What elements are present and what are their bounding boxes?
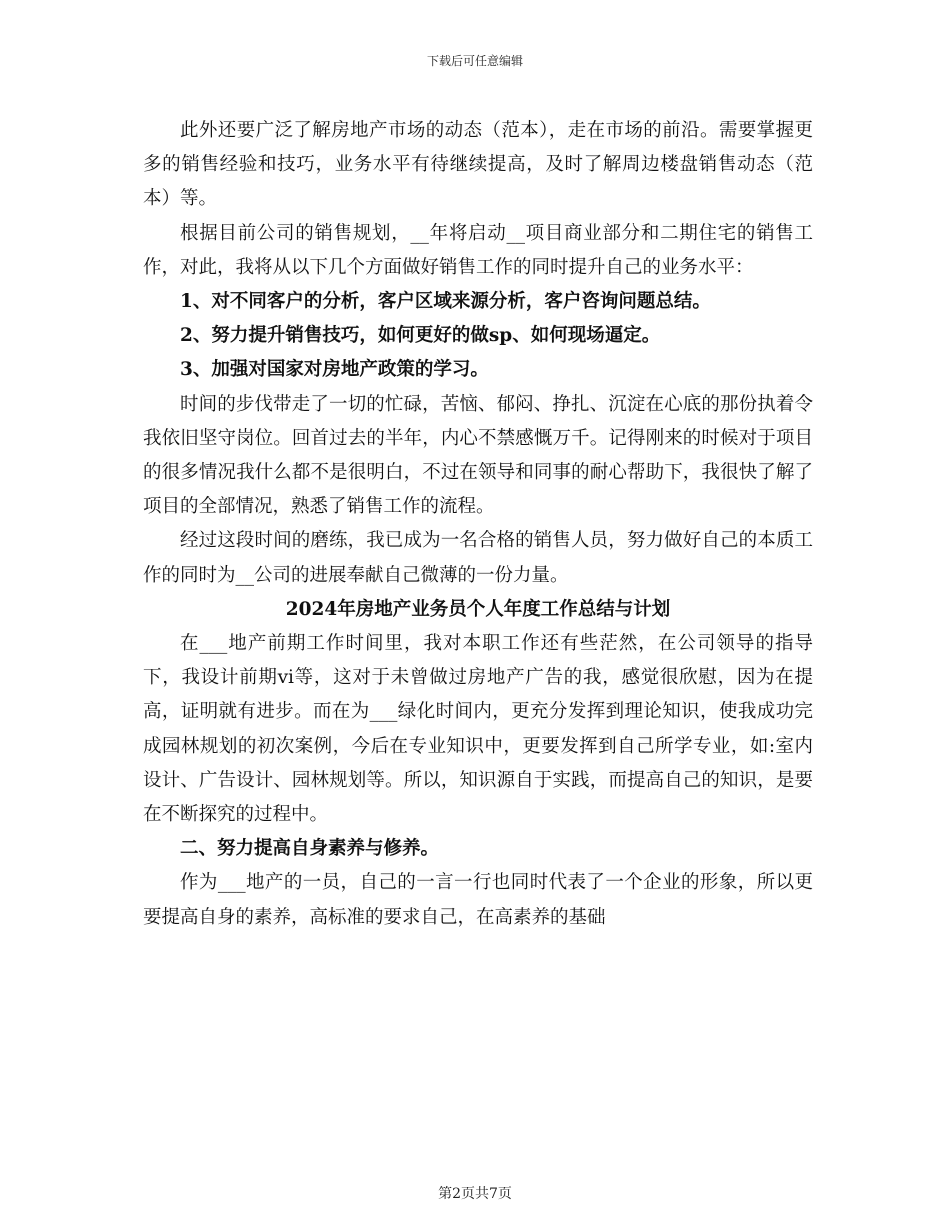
- paragraph-qualified-salesperson: 经过这段时间的磨练，我已成为一名合格的销售人员，努力做好自己的本质工作的同时为__公司的进展奉献自己微薄的一份力量。: [143, 530, 813, 586]
- section-heading-self-improvement: 二、努力提高自身素养与修养。: [180, 838, 440, 860]
- list-item-customer-analysis: 1、对不同客户的分析，客户区域来源分析，客户咨询问题总结。: [180, 291, 711, 313]
- paragraph-early-work: 在___地产前期工作时间里，我对本职工作还有些茫然，在公司领导的指导下，我设计前期vi等，这对于未曾做过房地产广告的我，感觉很欣慰，因为在提高，证明就有进步。而在为___绿化时间内，更充分发挥到理论知识，使我成功完成园林规划的初次案例，今后在专业知识中，更要发挥到自己所学专业，如:室内设计、广告设计、园林规划等。所以，知识源自于实践，而提高自己的知识，是要在不断探究的过程中。: [143, 633, 813, 826]
- paragraph-sales-plan: 根据目前公司的销售规划，__年将启动__项目商业部分和二期住宅的销售工作，对此，我将从以下几个方面做好销售工作的同时提升自己的业务水平：: [143, 222, 813, 278]
- page-number: 第2页共7页: [438, 1186, 512, 1202]
- paragraph-market-awareness: 此外还要广泛了解房地产市场的动态（范本），走在市场的前沿。需要掌握更多的销售经验和技巧，业务水平有待继续提高，及时了解周边楼盘销售动态（范本）等。: [143, 120, 813, 210]
- document-title: 2024年房地产业务员个人年度工作总结与计划: [285, 598, 671, 620]
- document-body: [143, 114, 813, 935]
- list-item-sales-skills: 2、努力提升销售技巧，如何更好的做sp、如何现场逼定。: [180, 325, 661, 347]
- list-item-policy-study: 3、加强对国家对房地产政策的学习。: [180, 359, 489, 381]
- page-header-note: 下载后可任意编辑: [426, 54, 523, 68]
- paragraph-company-image: 作为___地产的一员，自己的一言一行也同时代表了一个企业的形象，所以更要提高自身的素养，高标准的要求自己，在高素养的基础: [143, 872, 813, 928]
- paragraph-reflection: 时间的步伐带走了一切的忙碌，苦恼、郁闷、挣扎、沉淀在心底的那份执着令我依旧坚守岗位。回首过去的半年，内心不禁感慨万千。记得刚来的时候对于项目的很多情况我什么都不是很明白，不过在领导和同事的耐心帮助下，我很快了解了项目的全部情况，熟悉了销售工作的流程。: [143, 393, 813, 518]
